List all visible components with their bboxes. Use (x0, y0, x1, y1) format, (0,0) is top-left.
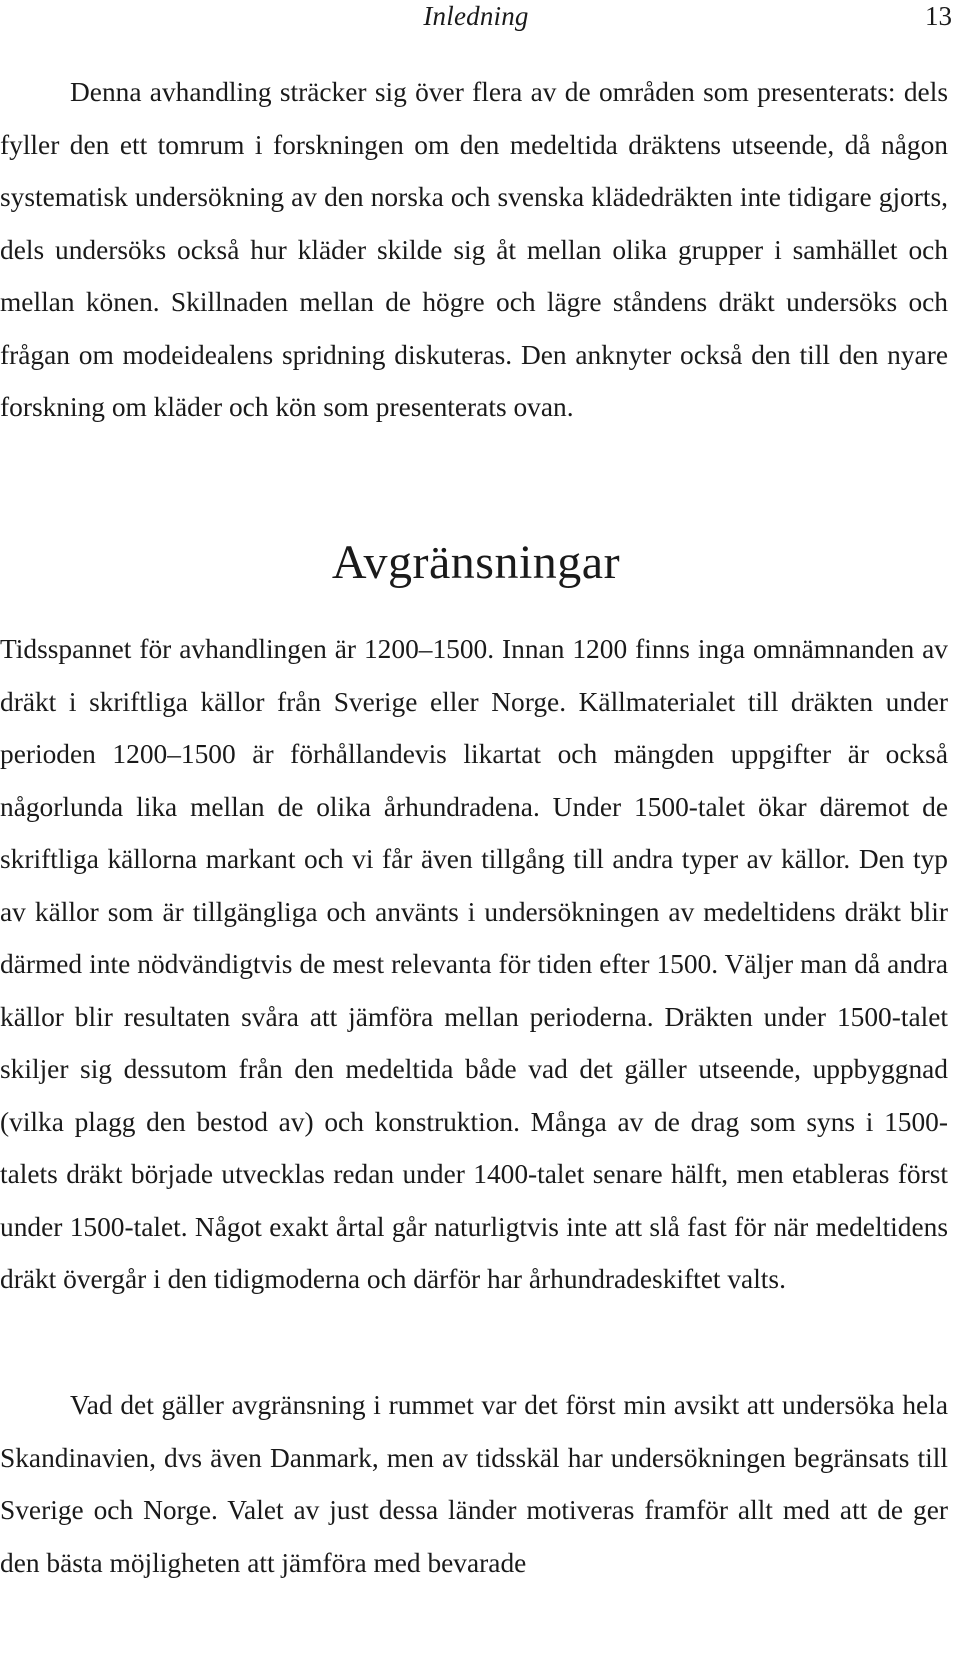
page-number: 13 (925, 1, 952, 31)
running-header (0, 0, 952, 32)
running-title: Inledning (423, 1, 529, 31)
time-limitation-paragraph: Tidsspannet för avhandlingen är 1200–1500. Innan 1200 finns inga omnämnanden av dräkt i skriftliga källor från Sverige eller Norge. Källmaterialet till dräkten under perioden 1200–1500 är förhållandevis likartat och mängden uppgifter är också någorlunda lika mellan de olika århundradena. Under 1500-talet ökar däremot de skriftliga källorna markant och vi får även tillgång till andra typer av källor. Den typ av källor som är tillgängliga och använts i undersökningen av medeltidens dräkt blir därmed inte nödvändigtvis de mest relevanta för tiden efter 1500. Väljer man då andra källor blir resultaten svåra att jämföra mellan perioderna. Dräkten under 1500-talet skiljer sig dessutom från den medeltida både vad det gäller utseende, uppbyggnad (vilka plagg den bestod av) och konstruktion. Många av de drag som syns i 1500-talets dräkt började utvecklas redan under 1400-talet senare hälft, men etableras först under 1500-talet. Något exakt årtal går naturligtvis inte att slå fast för när medeltidens dräkt övergår i den tidigmoderna och därför har århundradeskiftet valts. (0, 634, 948, 1294)
intro-paragraph: Denna avhandling sträcker sig över flera av de områden som presenterats: dels fyller den ett tomrum i forskningen om den medeltida dräktens utseende, då någon systematisk undersökning av den norska och svenska klädedräkten inte tidigare gjorts, dels undersöks också hur kläder skilde sig åt mellan olika grupper i samhället och mellan könen. Skillnaden mellan de högre och lägre ståndens dräkt undersöks och frågan om modeidealens spridning diskuteras. Den anknyter också den till den nyare forskning om kläder och kön som presenterats ovan. (0, 77, 948, 422)
section-heading: Avgränsningar (331, 536, 621, 589)
space-limitation-paragraph: Vad det gäller avgränsning i rummet var det först min avsikt att undersöka hela Skandinavien, dvs även Danmark, men av tidsskäl har undersökningen begränsats till Sverige och Norge. Valet av just dessa länder motiveras framför allt med att de ger den bästa möjligheten att jämföra med bevarade (0, 1390, 948, 1578)
